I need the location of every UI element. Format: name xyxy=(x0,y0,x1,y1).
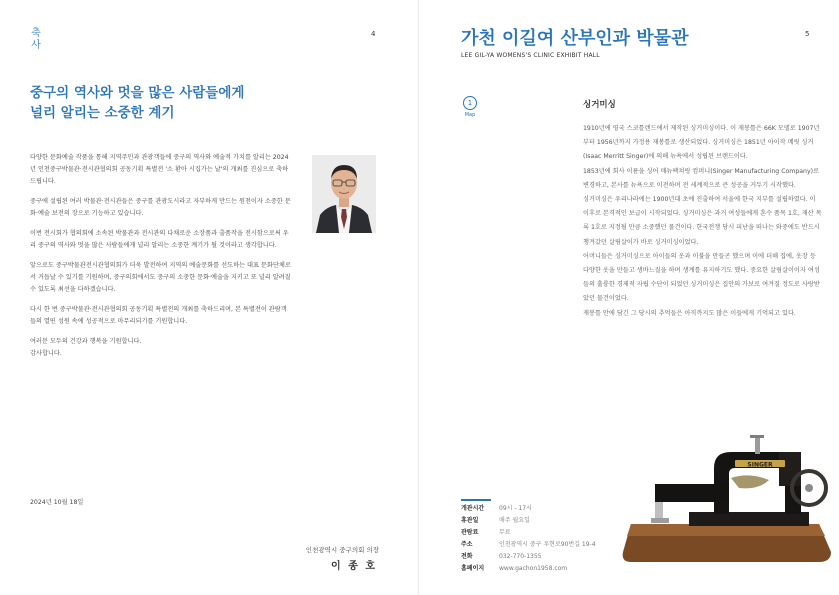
article-paragraph-2: 1853년에 회사 이름을 싱어 매뉴팩쳐링 컴퍼니(Singer Manufacturing Company)로 변경하고, 본사를 뉴욕으로 이전하며 전 세계적으로 큰 성공을 거두기 시작했다. xyxy=(583,167,820,189)
article-title: 싱거미싱 xyxy=(583,100,616,110)
info-value: 032-770-1355 xyxy=(499,552,542,560)
map-label: Map xyxy=(464,112,476,118)
article-paragraph-5: 재봉틀 안에 담긴 그 당시의 추억들은 아직까지도 많은 이들에게 기억되고 있다. xyxy=(583,309,796,317)
info-value: 09시 - 17시 xyxy=(499,504,532,512)
paragraph-2: 중구에 설립된 여러 박물관·전시관들은 중구를 관광도시라고 자부하게 만드는 원천이자 소중한 문화·예술 보전의 장으로 기능하고 있습니다. xyxy=(30,198,291,217)
sewing-machine-image xyxy=(619,432,834,565)
headline-line-2: 널리 알리는 소중한 계기 xyxy=(30,105,175,121)
paragraph-3: 이번 전시회가 협의회에 소속된 박물관과 전시관의 다채로운 소장품과 출품작을 전시함으로써 우리 중구의 역사와 멋을 많은 사람들에게 널리 알리는 소중한 계기가 될 것이라고 생각합니다. xyxy=(30,230,289,249)
info-value: 무료 xyxy=(499,528,511,536)
info-row-address xyxy=(461,539,641,551)
page-number-right: 5 xyxy=(805,30,810,38)
paragraph-5: 다시 한 번 중구박물관·전시관협의회 공동기획 특별전의 개최를 축하드리며, 본 특별전이 관람객들의 열띤 성원 속에 성공적으로 마무리되기를 기원합니다. xyxy=(30,306,287,325)
info-value[interactable]: www.gachon1958.com xyxy=(499,564,568,572)
paragraph-6: 여러분 모두의 건강과 행복을 기원합니다. 감사합니다. xyxy=(30,338,142,357)
info-label: 전화 xyxy=(461,552,473,560)
info-row-hours xyxy=(461,503,641,515)
info-label: 관람료 xyxy=(461,528,479,536)
paragraph-1: 다양한 문화예술 작품을 통해 지역주민과 관광객들에 중구의 역사와 예술적 가치를 알리는 2024년 인천중구박물관·전시관협의회 공동기획 특별전 '소 환아 시집가는 날'의 개최를 진심으로 축하드립니다. xyxy=(30,154,289,185)
info-label: 홈페이지 xyxy=(461,564,485,572)
page-number-left: 4 xyxy=(371,30,376,38)
info-row-closed xyxy=(461,515,641,527)
info-row-phone xyxy=(461,551,641,563)
article-body xyxy=(583,122,823,321)
right-page xyxy=(419,0,839,595)
portrait-photo xyxy=(312,155,376,233)
info-value: 매주 월요일 xyxy=(499,516,530,524)
info-row-website xyxy=(461,563,641,575)
signature-role: 인천광역시 중구의회 의장 xyxy=(305,546,379,554)
map-marker xyxy=(462,96,478,118)
headline xyxy=(30,83,330,123)
congratulatory-text xyxy=(30,152,292,368)
info-row-fee xyxy=(461,527,641,539)
section-label: 축사 xyxy=(31,28,41,51)
paragraph-4: 앞으로도 중구박물관전시관협의회가 더욱 발전하여 지역의 예술문화를 선도하는 대표 문화단체로서 거듭날 수 있기를 기원하며, 중구의회에서도 중구의 소중한 문화·예술을 지키고 또 널리 알려질 수 있도록 최선을 다하겠습니다. xyxy=(30,262,291,293)
museum-title-english: LEE GIL-YA WOMENS'S CLINIC EXHIBIT HALL xyxy=(461,52,600,59)
info-rule xyxy=(461,499,491,501)
visitor-info xyxy=(461,499,641,575)
headline-line-1: 중구의 역사와 멋을 많은 사람들에게 xyxy=(30,85,245,101)
portrait-illustration xyxy=(312,155,376,233)
info-label: 주소 xyxy=(461,540,473,548)
machine-brand: SINGER xyxy=(747,461,773,469)
museum-title: 가천 이길여 산부인과 박물관 xyxy=(461,28,689,49)
info-label: 개관시간 xyxy=(461,504,485,512)
article-paragraph-3: 싱거미싱은 우리나라에는 1900년대 초에 진출하여 서울에 한국 지부를 설립하였다. 이 이후로 본격적인 보급이 시작되었다. 싱거미싱은 과거 여성들에게 혼수 품목 1호, 재산 목록 1호로 지정될 만큼 소중했던 물건이다. 한국전쟁 당시 피난을 떠나는 와중에도 반드시 챙겨갔던 살림살이가 바로 싱거미싱이었다. xyxy=(583,196,822,246)
date: 2024년 10월 18일 xyxy=(30,499,84,506)
article-paragraph-4: 어머니들은 싱거미싱으로 아이들의 옷과 이불을 만들곤 했으며 이에 더해 집에, 옷장 등 다양한 옷을 만들고 생바느질을 하며 생계를 유지하기도 했다. 중요한 살림살이이자 여성들의 훌륭한 경제적 자립 수단이 되었던 싱거미싱은 집안의 가보로 여겨질 정도로 사랑받았던 물건이었다. xyxy=(583,252,820,303)
info-value: 인천광역시 중구 우현로90번길 19-4 xyxy=(499,540,596,548)
map-number: 1 xyxy=(463,96,477,110)
info-label: 휴관일 xyxy=(461,516,479,524)
signature-name: 이 종 호 xyxy=(331,561,377,572)
left-page xyxy=(0,0,419,595)
article-paragraph-1: 1910년에 영국 스코틀랜드에서 제작된 싱거미싱이다. 이 재봉틀은 66K 모델로 1907년부터 1956년까지 가정용 재봉틀로 생산되었다. 싱거미싱은 1851년 아이작 메릿 싱거(Isaac Merritt Singer)에 의해 뉴욕에서 성립된 브랜드이다. xyxy=(583,125,820,161)
